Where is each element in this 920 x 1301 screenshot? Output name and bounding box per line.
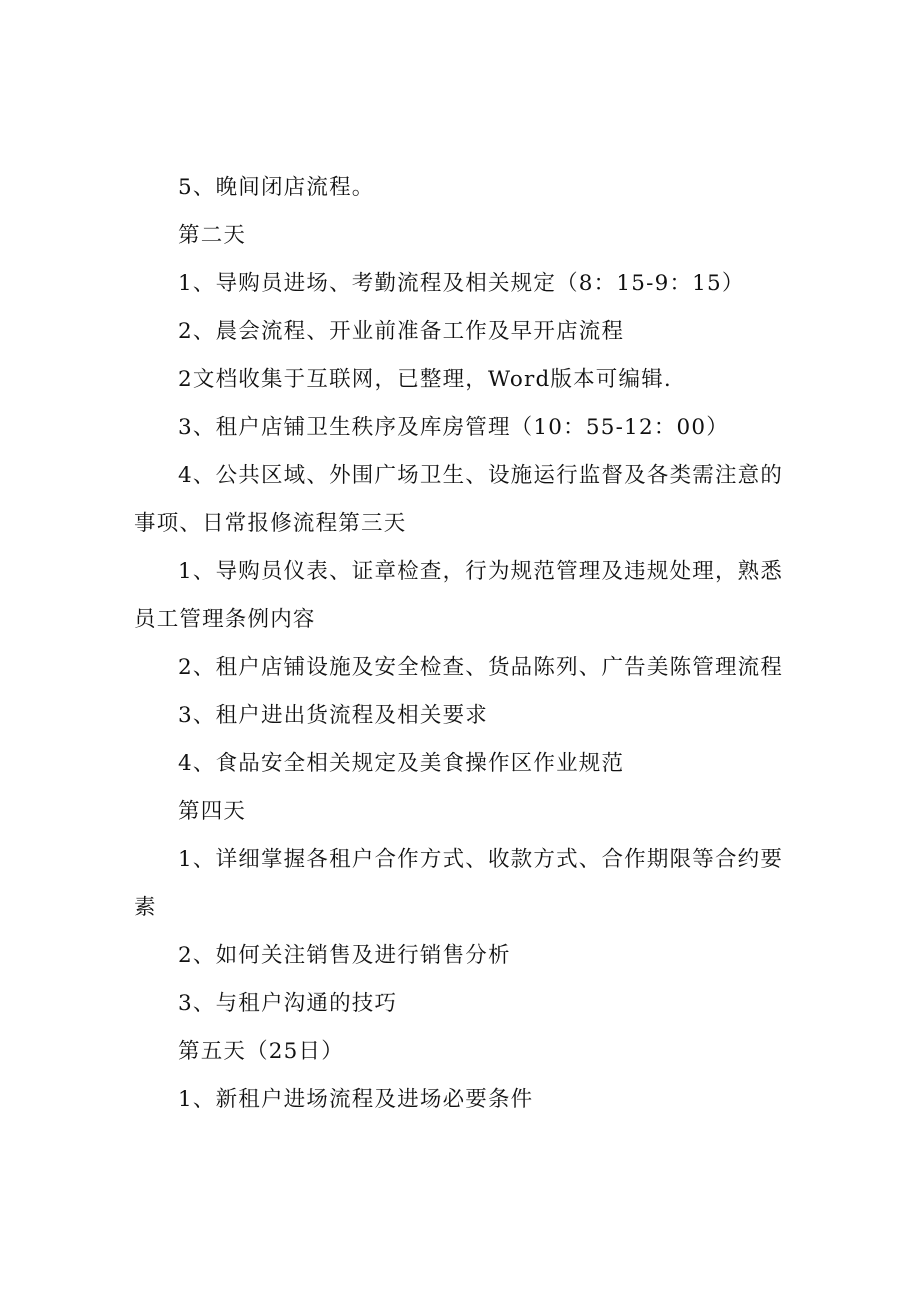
paragraph-communication: 3、与租户沟通的技巧: [178, 991, 398, 1016]
paragraph-closing-procedure: 5、晚间闭店流程。: [178, 175, 375, 200]
heading-day-four: 第四天: [178, 799, 247, 824]
paragraph-goods-flow: 3、租户进出货流程及相关要求: [178, 703, 488, 728]
paragraph-food-safety: 4、食品安全相关规定及美食操作区作业规范: [178, 751, 625, 776]
paragraph-safety-check: 2、租户店铺设施及安全检查、货品陈列、广告美陈管理流程: [178, 655, 784, 680]
heading-day-two: 第二天: [178, 223, 247, 248]
paragraph-document-note: 2文档收集于互联网，已整理，Word版本可编辑.: [178, 367, 672, 392]
paragraph-staff-inspection: 1、导购员仪表、证章检查，行为规范管理及违规处理，熟悉员工管理条例内容: [134, 559, 784, 632]
paragraph-new-tenant: 1、新租户进场流程及进场必要条件: [178, 1087, 534, 1112]
paragraph-store-hygiene: 3、租户店铺卫生秩序及库房管理（10：55-12：00）: [178, 415, 729, 440]
heading-day-five: 第五天（25日）: [178, 1039, 344, 1064]
document-body: [134, 164, 794, 1124]
paragraph-contract-terms: 1、详细掌握各租户合作方式、收款方式、合作期限等合约要素: [134, 847, 784, 920]
paragraph-sales-analysis: 2、如何关注销售及进行销售分析: [178, 943, 511, 968]
paragraph-attendance: 1、导购员进场、考勤流程及相关规定（8：15-9：15）: [178, 271, 745, 296]
paragraph-public-areas: 4、公共区域、外围广场卫生、设施运行监督及各类需注意的事项、日常报修流程第三天: [134, 463, 784, 536]
paragraph-morning-meeting: 2、晨会流程、开业前准备工作及早开店流程: [178, 319, 625, 344]
